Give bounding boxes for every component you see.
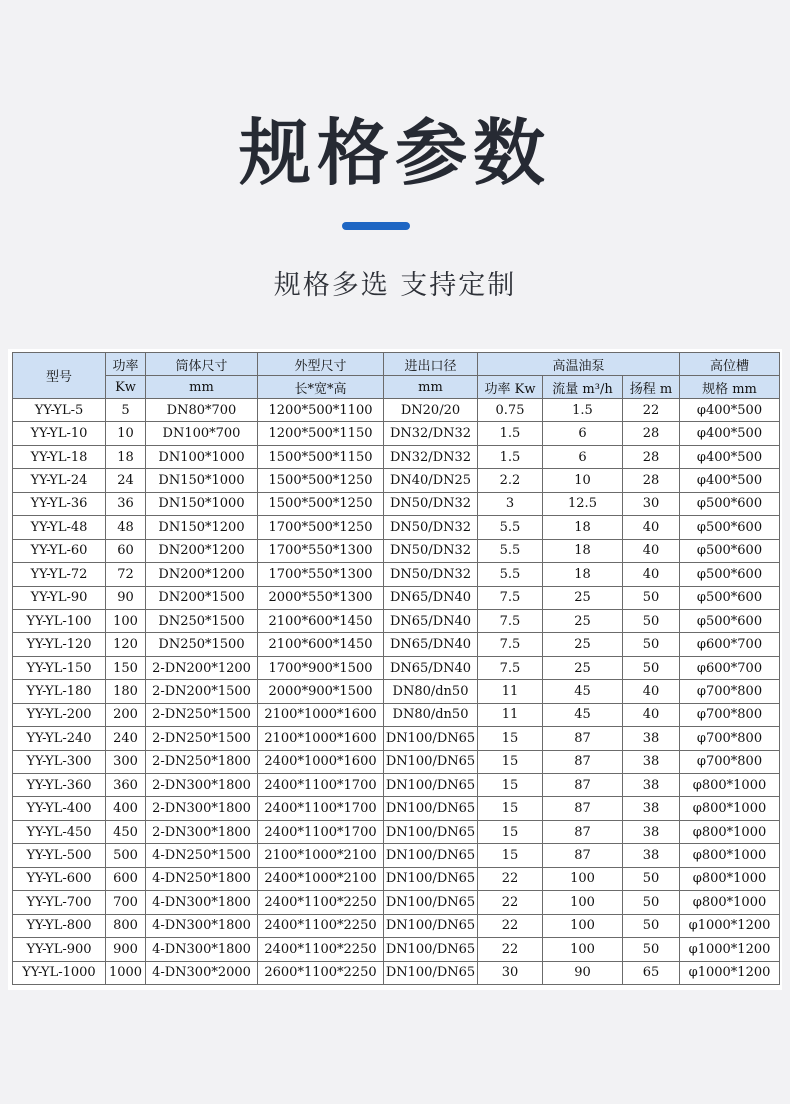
cell-pump-head: 40 <box>623 563 680 586</box>
cell-pump-head: 38 <box>623 820 680 843</box>
cell-tank-spec: φ800*1000 <box>680 891 780 914</box>
cell-power: 200 <box>106 703 146 726</box>
cell-pump-flow: 18 <box>543 516 623 539</box>
cell-pump-flow: 18 <box>543 563 623 586</box>
table-row <box>13 656 780 679</box>
cell-barrel-size: 2-DN250*1800 <box>146 750 258 773</box>
cell-port-diameter: DN50/DN32 <box>384 492 478 515</box>
cell-model: YY-YL-700 <box>13 891 106 914</box>
table-row <box>13 961 780 984</box>
cell-port-diameter: DN100/DN65 <box>384 750 478 773</box>
table-row <box>13 727 780 750</box>
cell-model: YY-YL-360 <box>13 774 106 797</box>
cell-power: 400 <box>106 797 146 820</box>
header-row-1 <box>13 353 780 376</box>
cell-port-diameter: DN100/DN65 <box>384 961 478 984</box>
cell-pump-flow: 87 <box>543 774 623 797</box>
cell-power: 150 <box>106 656 146 679</box>
cell-model: YY-YL-100 <box>13 609 106 632</box>
cell-pump-head: 50 <box>623 891 680 914</box>
cell-power: 1000 <box>106 961 146 984</box>
table-row <box>13 844 780 867</box>
cell-pump-power: 15 <box>478 844 543 867</box>
cell-pump-flow: 10 <box>543 469 623 492</box>
cell-pump-flow: 6 <box>543 422 623 445</box>
cell-power: 120 <box>106 633 146 656</box>
cell-pump-flow: 87 <box>543 727 623 750</box>
cell-model: YY-YL-450 <box>13 820 106 843</box>
cell-tank-spec: φ400*500 <box>680 469 780 492</box>
cell-outer-size: 1200*500*1150 <box>258 422 384 445</box>
cell-pump-head: 40 <box>623 539 680 562</box>
cell-port-diameter: DN65/DN40 <box>384 609 478 632</box>
cell-tank-spec: φ400*500 <box>680 399 780 422</box>
cell-pump-flow: 6 <box>543 445 623 468</box>
cell-outer-size: 2100*1000*1600 <box>258 703 384 726</box>
cell-pump-power: 1.5 <box>478 445 543 468</box>
header-pump-power: 功率 Kw <box>478 376 543 399</box>
cell-model: YY-YL-18 <box>13 445 106 468</box>
cell-barrel-size: DN150*1200 <box>146 516 258 539</box>
table-row <box>13 633 780 656</box>
cell-pump-power: 22 <box>478 891 543 914</box>
cell-tank-spec: φ800*1000 <box>680 774 780 797</box>
cell-pump-head: 28 <box>623 469 680 492</box>
cell-pump-head: 50 <box>623 609 680 632</box>
cell-model: YY-YL-300 <box>13 750 106 773</box>
cell-power: 90 <box>106 586 146 609</box>
cell-pump-flow: 87 <box>543 797 623 820</box>
cell-pump-flow: 87 <box>543 820 623 843</box>
table-row <box>13 516 780 539</box>
cell-pump-power: 15 <box>478 820 543 843</box>
cell-barrel-size: DN200*1200 <box>146 563 258 586</box>
cell-pump-flow: 25 <box>543 633 623 656</box>
cell-pump-flow: 100 <box>543 938 623 961</box>
cell-outer-size: 1500*500*1250 <box>258 492 384 515</box>
cell-pump-power: 11 <box>478 680 543 703</box>
cell-port-diameter: DN50/DN32 <box>384 516 478 539</box>
cell-power: 24 <box>106 469 146 492</box>
cell-pump-power: 1.5 <box>478 422 543 445</box>
cell-barrel-size: 4-DN250*1500 <box>146 844 258 867</box>
cell-pump-head: 50 <box>623 914 680 937</box>
cell-pump-head: 50 <box>623 867 680 890</box>
table-row <box>13 914 780 937</box>
cell-outer-size: 2400*1100*1700 <box>258 797 384 820</box>
cell-pump-power: 15 <box>478 774 543 797</box>
cell-pump-power: 2.2 <box>478 469 543 492</box>
cell-power: 180 <box>106 680 146 703</box>
cell-outer-size: 2400*1100*2250 <box>258 914 384 937</box>
cell-tank-spec: φ700*800 <box>680 727 780 750</box>
cell-barrel-size: 2-DN300*1800 <box>146 797 258 820</box>
cell-port-diameter: DN100/DN65 <box>384 797 478 820</box>
cell-tank-spec: φ700*800 <box>680 703 780 726</box>
cell-tank-spec: φ400*500 <box>680 445 780 468</box>
cell-pump-flow: 18 <box>543 539 623 562</box>
spec-table-header <box>13 353 780 399</box>
cell-outer-size: 2000*900*1500 <box>258 680 384 703</box>
header-barrel-unit: mm <box>146 376 258 399</box>
cell-barrel-size: 2-DN250*1500 <box>146 703 258 726</box>
cell-outer-size: 2100*1000*1600 <box>258 727 384 750</box>
cell-port-diameter: DN32/DN32 <box>384 445 478 468</box>
cell-model: YY-YL-24 <box>13 469 106 492</box>
cell-model: YY-YL-400 <box>13 797 106 820</box>
cell-pump-flow: 100 <box>543 891 623 914</box>
cell-tank-spec: φ800*1000 <box>680 844 780 867</box>
cell-outer-size: 1700*500*1250 <box>258 516 384 539</box>
cell-barrel-size: 4-DN300*1800 <box>146 914 258 937</box>
cell-model: YY-YL-10 <box>13 422 106 445</box>
cell-barrel-size: DN200*1500 <box>146 586 258 609</box>
cell-pump-flow: 90 <box>543 961 623 984</box>
cell-port-diameter: DN20/20 <box>384 399 478 422</box>
cell-pump-power: 30 <box>478 961 543 984</box>
page-title: 规格参数 <box>238 111 551 195</box>
header-row-2 <box>13 376 780 399</box>
cell-tank-spec: φ800*1000 <box>680 797 780 820</box>
cell-port-diameter: DN65/DN40 <box>384 633 478 656</box>
cell-port-diameter: DN65/DN40 <box>384 586 478 609</box>
cell-pump-flow: 45 <box>543 680 623 703</box>
cell-port-diameter: DN80/dn50 <box>384 680 478 703</box>
cell-port-diameter: DN50/DN32 <box>384 563 478 586</box>
header-model: 型号 <box>13 353 106 399</box>
cell-pump-head: 50 <box>623 656 680 679</box>
cell-model: YY-YL-800 <box>13 914 106 937</box>
cell-power: 700 <box>106 891 146 914</box>
cell-model: YY-YL-5 <box>13 399 106 422</box>
cell-outer-size: 2100*600*1450 <box>258 609 384 632</box>
cell-port-diameter: DN100/DN65 <box>384 914 478 937</box>
table-row <box>13 680 780 703</box>
cell-barrel-size: 2-DN200*1200 <box>146 656 258 679</box>
spec-table-container <box>8 349 782 990</box>
cell-pump-flow: 25 <box>543 609 623 632</box>
spec-table <box>12 352 780 985</box>
cell-pump-power: 7.5 <box>478 586 543 609</box>
cell-pump-power: 5.5 <box>478 539 543 562</box>
cell-pump-power: 7.5 <box>478 656 543 679</box>
header-barrel-size: 筒体尺寸 <box>146 353 258 376</box>
cell-outer-size: 2100*600*1450 <box>258 633 384 656</box>
cell-barrel-size: 4-DN250*1800 <box>146 867 258 890</box>
cell-pump-flow: 87 <box>543 750 623 773</box>
cell-tank-spec: φ500*600 <box>680 563 780 586</box>
cell-pump-flow: 100 <box>543 914 623 937</box>
cell-pump-power: 7.5 <box>478 633 543 656</box>
cell-pump-head: 38 <box>623 750 680 773</box>
cell-power: 240 <box>106 727 146 750</box>
cell-power: 18 <box>106 445 146 468</box>
cell-tank-spec: φ500*600 <box>680 492 780 515</box>
cell-pump-power: 15 <box>478 727 543 750</box>
header-port-diameter: 进出口径 <box>384 353 478 376</box>
cell-port-diameter: DN40/DN25 <box>384 469 478 492</box>
cell-power: 500 <box>106 844 146 867</box>
cell-pump-power: 22 <box>478 938 543 961</box>
cell-tank-spec: φ700*800 <box>680 750 780 773</box>
table-row <box>13 703 780 726</box>
cell-tank-spec: φ500*600 <box>680 586 780 609</box>
cell-pump-power: 5.5 <box>478 516 543 539</box>
cell-model: YY-YL-36 <box>13 492 106 515</box>
cell-port-diameter: DN65/DN40 <box>384 656 478 679</box>
cell-pump-head: 38 <box>623 774 680 797</box>
cell-pump-head: 40 <box>623 516 680 539</box>
table-row <box>13 609 780 632</box>
cell-model: YY-YL-200 <box>13 703 106 726</box>
cell-tank-spec: φ800*1000 <box>680 820 780 843</box>
cell-pump-head: 30 <box>623 492 680 515</box>
cell-pump-power: 22 <box>478 867 543 890</box>
cell-tank-spec: φ400*500 <box>680 422 780 445</box>
cell-pump-head: 40 <box>623 703 680 726</box>
cell-pump-flow: 25 <box>543 586 623 609</box>
header-port-unit: mm <box>384 376 478 399</box>
cell-barrel-size: DN80*700 <box>146 399 258 422</box>
table-row <box>13 422 780 445</box>
cell-port-diameter: DN100/DN65 <box>384 844 478 867</box>
cell-power: 72 <box>106 563 146 586</box>
cell-model: YY-YL-72 <box>13 563 106 586</box>
cell-port-diameter: DN80/dn50 <box>384 703 478 726</box>
cell-model: YY-YL-150 <box>13 656 106 679</box>
table-row <box>13 750 780 773</box>
table-row <box>13 469 780 492</box>
table-row <box>13 563 780 586</box>
cell-model: YY-YL-48 <box>13 516 106 539</box>
cell-pump-head: 38 <box>623 797 680 820</box>
cell-barrel-size: DN100*700 <box>146 422 258 445</box>
cell-pump-head: 50 <box>623 938 680 961</box>
cell-port-diameter: DN50/DN32 <box>384 539 478 562</box>
spec-table-body <box>13 399 780 985</box>
cell-barrel-size: 4-DN300*2000 <box>146 961 258 984</box>
cell-pump-power: 22 <box>478 914 543 937</box>
cell-outer-size: 1700*900*1500 <box>258 656 384 679</box>
cell-port-diameter: DN100/DN65 <box>384 891 478 914</box>
cell-pump-flow: 100 <box>543 867 623 890</box>
table-row <box>13 891 780 914</box>
cell-outer-size: 1200*500*1100 <box>258 399 384 422</box>
cell-tank-spec: φ500*600 <box>680 516 780 539</box>
cell-barrel-size: DN150*1000 <box>146 469 258 492</box>
cell-barrel-size: DN100*1000 <box>146 445 258 468</box>
cell-pump-power: 7.5 <box>478 609 543 632</box>
table-row <box>13 820 780 843</box>
cell-pump-flow: 45 <box>543 703 623 726</box>
cell-pump-flow: 25 <box>543 656 623 679</box>
header-power-unit: Kw <box>106 376 146 399</box>
cell-port-diameter: DN100/DN65 <box>384 820 478 843</box>
cell-power: 360 <box>106 774 146 797</box>
cell-pump-head: 50 <box>623 633 680 656</box>
cell-power: 36 <box>106 492 146 515</box>
table-row <box>13 539 780 562</box>
cell-pump-power: 3 <box>478 492 543 515</box>
cell-pump-flow: 1.5 <box>543 399 623 422</box>
cell-port-diameter: DN32/DN32 <box>384 422 478 445</box>
cell-port-diameter: DN100/DN65 <box>384 727 478 750</box>
cell-power: 10 <box>106 422 146 445</box>
cell-model: YY-YL-90 <box>13 586 106 609</box>
cell-barrel-size: DN150*1000 <box>146 492 258 515</box>
cell-power: 600 <box>106 867 146 890</box>
cell-pump-head: 65 <box>623 961 680 984</box>
cell-pump-flow: 87 <box>543 844 623 867</box>
cell-model: YY-YL-600 <box>13 867 106 890</box>
table-row <box>13 774 780 797</box>
cell-power: 800 <box>106 914 146 937</box>
cell-model: YY-YL-240 <box>13 727 106 750</box>
cell-outer-size: 2600*1100*2250 <box>258 961 384 984</box>
cell-outer-size: 1500*500*1250 <box>258 469 384 492</box>
cell-barrel-size: 2-DN200*1500 <box>146 680 258 703</box>
cell-outer-size: 1700*550*1300 <box>258 539 384 562</box>
cell-outer-size: 2400*1100*2250 <box>258 891 384 914</box>
cell-barrel-size: 4-DN300*1800 <box>146 938 258 961</box>
cell-power: 900 <box>106 938 146 961</box>
cell-pump-flow: 12.5 <box>543 492 623 515</box>
cell-outer-size: 1700*550*1300 <box>258 563 384 586</box>
cell-model: YY-YL-120 <box>13 633 106 656</box>
cell-barrel-size: 2-DN300*1800 <box>146 774 258 797</box>
cell-barrel-size: 2-DN300*1800 <box>146 820 258 843</box>
title-accent-bar <box>342 222 410 230</box>
cell-pump-head: 28 <box>623 422 680 445</box>
cell-tank-spec: φ1000*1200 <box>680 961 780 984</box>
header-pump-flow: 流量 m³/h <box>543 376 623 399</box>
cell-port-diameter: DN100/DN65 <box>384 938 478 961</box>
cell-outer-size: 2400*1000*2100 <box>258 867 384 890</box>
cell-model: YY-YL-500 <box>13 844 106 867</box>
cell-pump-head: 40 <box>623 680 680 703</box>
table-row <box>13 399 780 422</box>
cell-tank-spec: φ1000*1200 <box>680 914 780 937</box>
cell-outer-size: 2400*1100*2250 <box>258 938 384 961</box>
table-row <box>13 867 780 890</box>
header-oil-pump: 高温油泵 <box>478 353 680 376</box>
cell-outer-size: 2400*1000*1600 <box>258 750 384 773</box>
header-pump-head: 扬程 m <box>623 376 680 399</box>
header-tank-spec: 规格 mm <box>680 376 780 399</box>
cell-outer-size: 1500*500*1150 <box>258 445 384 468</box>
cell-outer-size: 2100*1000*2100 <box>258 844 384 867</box>
cell-pump-power: 5.5 <box>478 563 543 586</box>
cell-pump-power: 15 <box>478 797 543 820</box>
cell-pump-head: 50 <box>623 586 680 609</box>
cell-outer-size: 2400*1100*1700 <box>258 774 384 797</box>
table-row <box>13 492 780 515</box>
header-power: 功率 <box>106 353 146 376</box>
cell-power: 60 <box>106 539 146 562</box>
cell-tank-spec: φ600*700 <box>680 633 780 656</box>
table-row <box>13 445 780 468</box>
cell-port-diameter: DN100/DN65 <box>384 774 478 797</box>
cell-model: YY-YL-60 <box>13 539 106 562</box>
cell-tank-spec: φ700*800 <box>680 680 780 703</box>
header-outer-unit: 长*宽*高 <box>258 376 384 399</box>
header-head-tank: 高位槽 <box>680 353 780 376</box>
cell-pump-head: 38 <box>623 727 680 750</box>
cell-pump-power: 0.75 <box>478 399 543 422</box>
cell-outer-size: 2000*550*1300 <box>258 586 384 609</box>
cell-tank-spec: φ500*600 <box>680 609 780 632</box>
cell-power: 450 <box>106 820 146 843</box>
page-subtitle: 规格多选 支持定制 <box>273 270 517 301</box>
table-row <box>13 938 780 961</box>
cell-power: 300 <box>106 750 146 773</box>
cell-power: 100 <box>106 609 146 632</box>
cell-barrel-size: DN250*1500 <box>146 609 258 632</box>
cell-outer-size: 2400*1100*1700 <box>258 820 384 843</box>
header-outer-size: 外型尺寸 <box>258 353 384 376</box>
cell-model: YY-YL-180 <box>13 680 106 703</box>
cell-power: 5 <box>106 399 146 422</box>
cell-barrel-size: DN250*1500 <box>146 633 258 656</box>
cell-barrel-size: DN200*1200 <box>146 539 258 562</box>
cell-tank-spec: φ800*1000 <box>680 867 780 890</box>
cell-barrel-size: 2-DN250*1500 <box>146 727 258 750</box>
cell-tank-spec: φ1000*1200 <box>680 938 780 961</box>
cell-model: YY-YL-1000 <box>13 961 106 984</box>
table-row <box>13 797 780 820</box>
cell-tank-spec: φ600*700 <box>680 656 780 679</box>
cell-barrel-size: 4-DN300*1800 <box>146 891 258 914</box>
cell-pump-head: 28 <box>623 445 680 468</box>
cell-port-diameter: DN100/DN65 <box>384 867 478 890</box>
cell-pump-power: 15 <box>478 750 543 773</box>
cell-model: YY-YL-900 <box>13 938 106 961</box>
cell-pump-power: 11 <box>478 703 543 726</box>
cell-pump-head: 38 <box>623 844 680 867</box>
table-row <box>13 586 780 609</box>
cell-pump-head: 22 <box>623 399 680 422</box>
cell-power: 48 <box>106 516 146 539</box>
cell-tank-spec: φ500*600 <box>680 539 780 562</box>
